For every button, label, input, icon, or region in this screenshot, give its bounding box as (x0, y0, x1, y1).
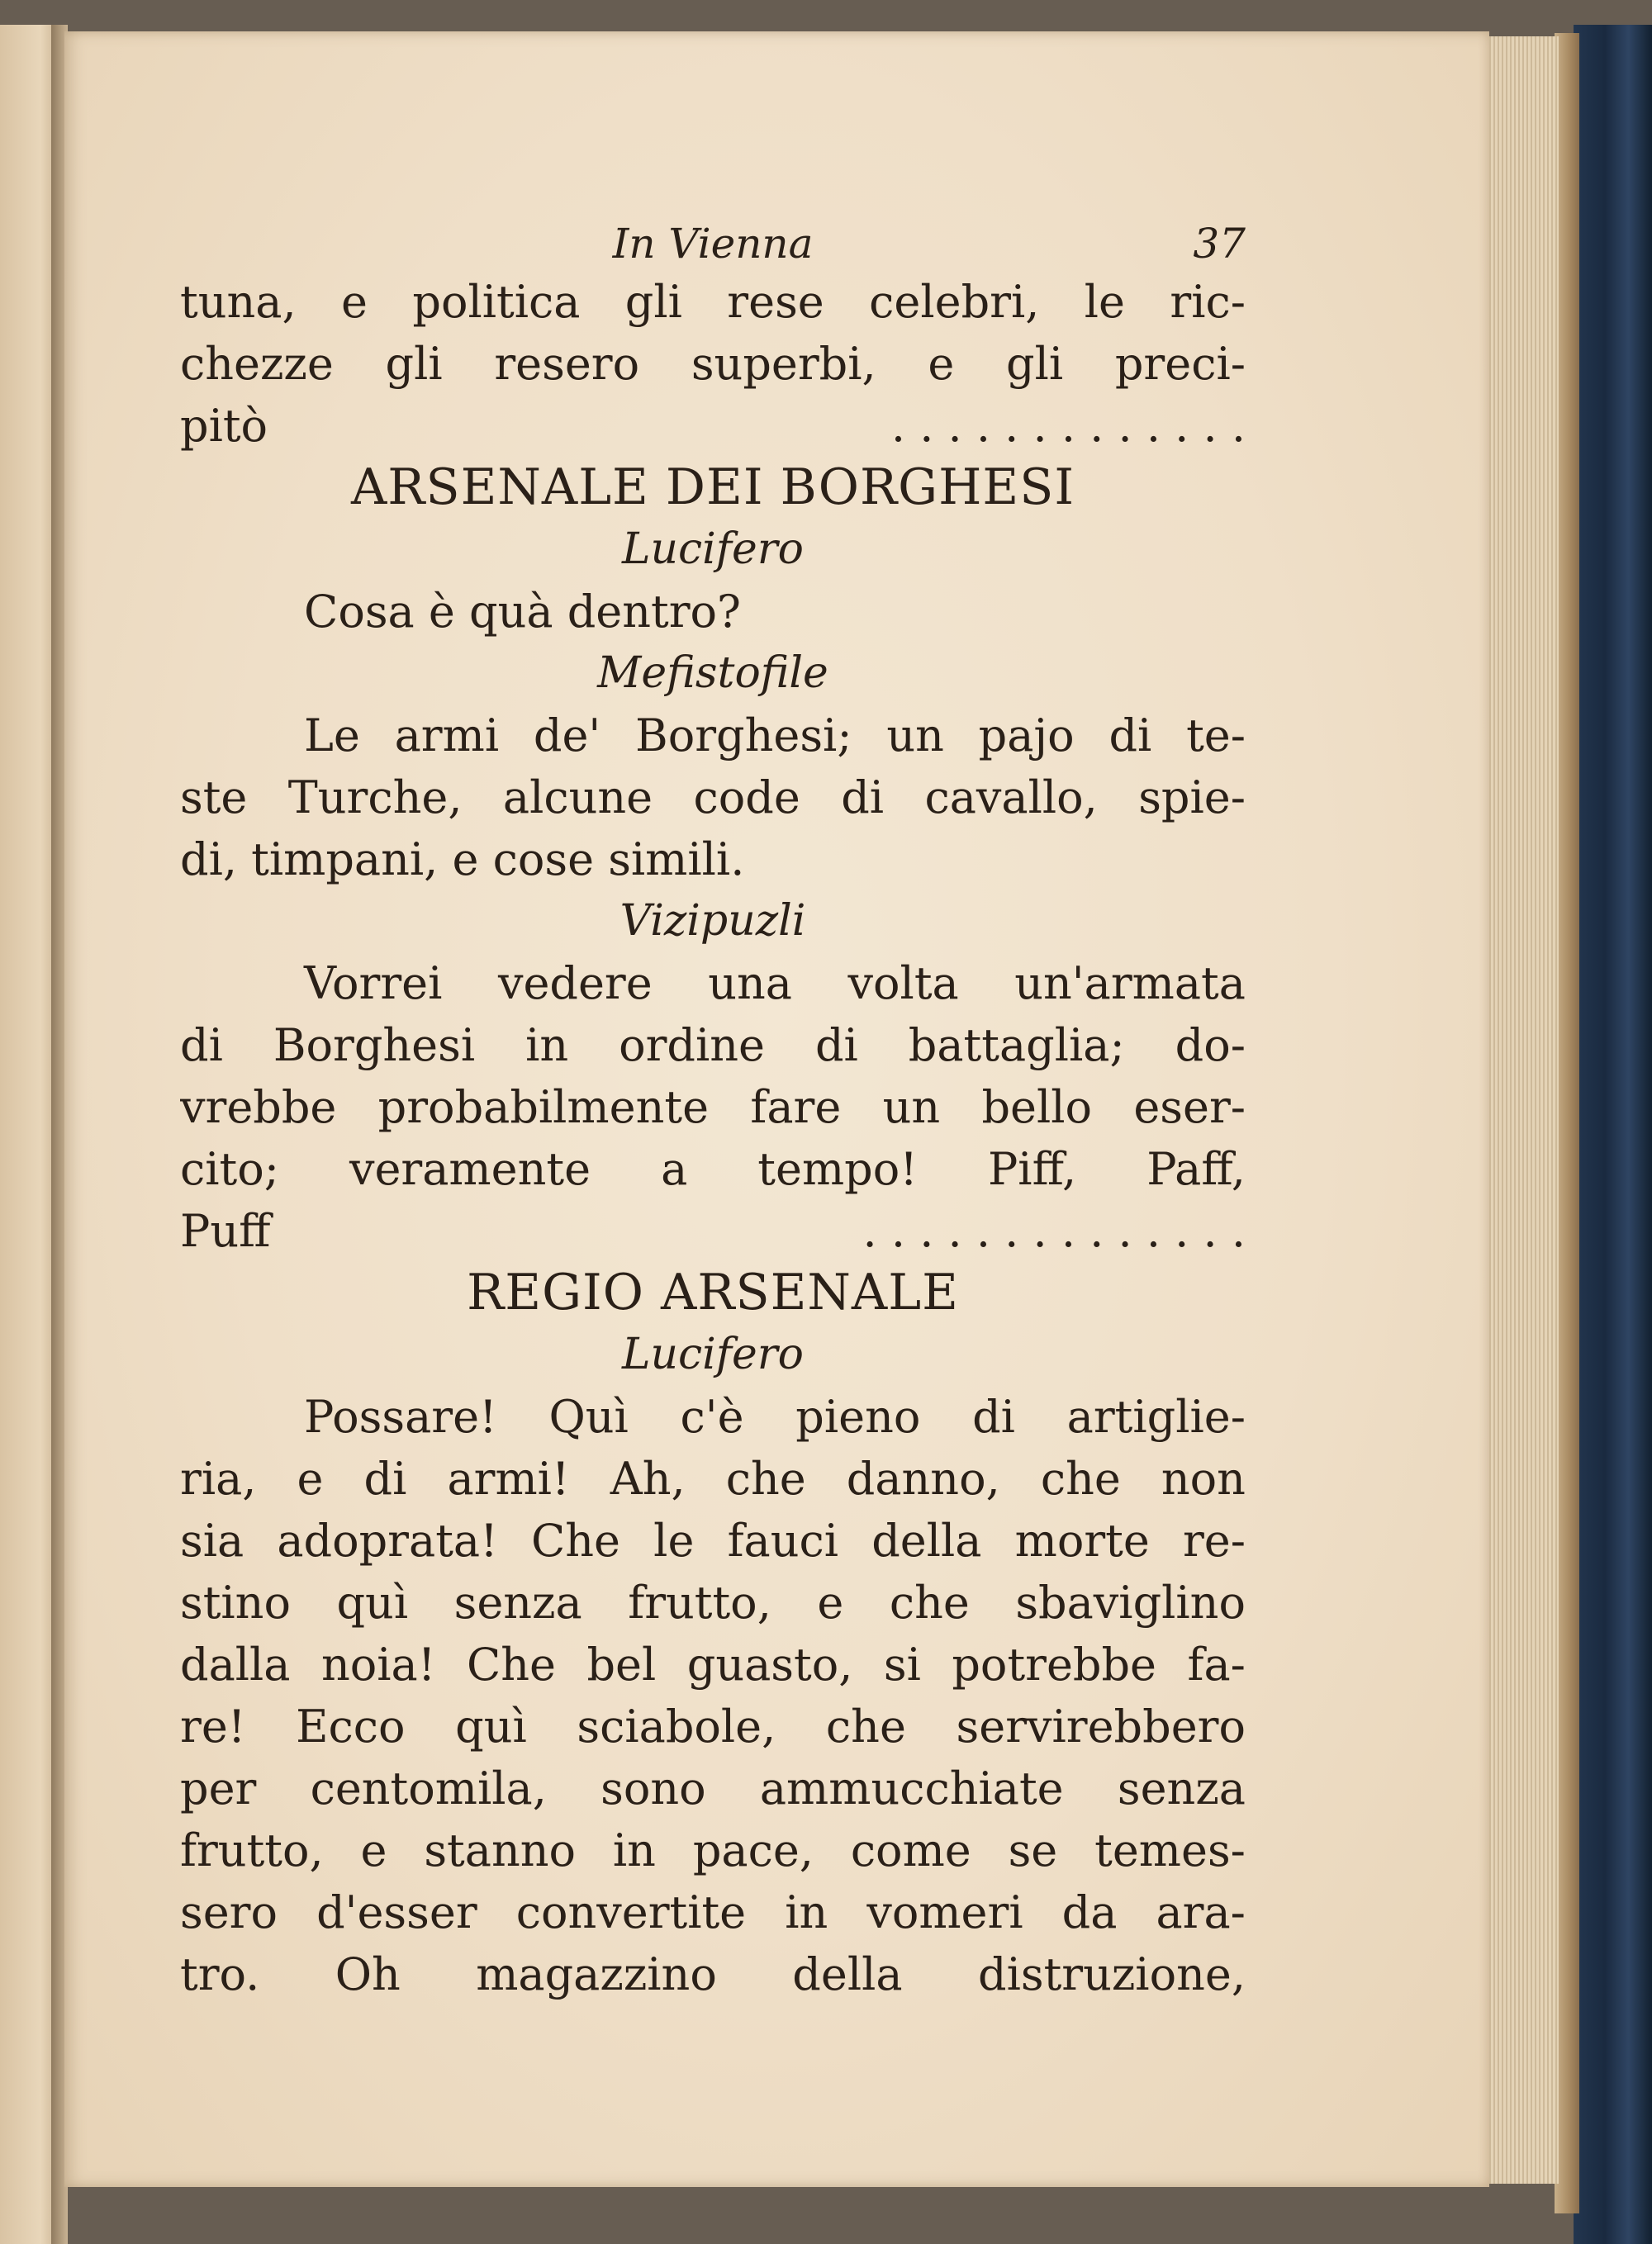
running-title: In Vienna (612, 220, 814, 268)
speech-line: cito; veramente a tempo! Piff, Paff, (180, 1143, 1246, 1195)
speaker-name: Lucifero (622, 524, 804, 574)
speech-line: Vorrei vedere una volta un'armata (304, 957, 1246, 1009)
speaker-name: Lucifero (622, 1330, 804, 1379)
running-header (180, 205, 1246, 271)
speaker-name: Mefistofile (597, 648, 828, 698)
speech-line: vrebbe probabilmente fare un bello eser- (180, 1081, 1246, 1133)
speech-line: Possare! Quì c'è pieno di artiglie- (304, 1391, 1246, 1443)
ellipsis-dots: . . . . . . . . . . . . . . (862, 1205, 1246, 1257)
speech-line: stino quì senza frutto, e che sbaviglino (180, 1577, 1246, 1629)
book-page (64, 31, 1489, 2187)
speech-line: Cosa è quà dentro? (304, 586, 742, 638)
speech-line: di Borghesi in ordine di battaglia; do- (180, 1019, 1246, 1071)
speech-line: sia adoprata! Che le fauci della morte re- (180, 1515, 1246, 1567)
speech-line: Le armi de' Borghesi; un pajo di te- (304, 709, 1246, 761)
speech-line: tro. Oh magazzino della distruzione, (180, 1948, 1246, 2000)
text-line-with-dots (180, 395, 1246, 457)
previous-page-strip (0, 25, 58, 2244)
speech-line: ria, e di armi! Ah, che danno, che non (180, 1453, 1246, 1505)
speech-line: di, timpani, e cose simili. (180, 833, 745, 885)
scene-heading: ARSENALE DEI BORGHESI (350, 458, 1075, 516)
speaker-name: Vizipuzli (620, 896, 806, 946)
speech-line: re! Ecco quì sciabole, che servirebbero (180, 1701, 1246, 1753)
page-text (180, 205, 1246, 2005)
speech-line: frutto, e stanno in pace, come se temes- (180, 1824, 1246, 1876)
speech-line: per centomila, sono ammucchiate senza (180, 1762, 1246, 1815)
page-edges (1483, 36, 1559, 2184)
text-line-with-dots (180, 1200, 1246, 1262)
scene-heading: REGIO ARSENALE (467, 1264, 959, 1321)
speech-line: dalla noia! Che bel guasto, si potrebbe fa- (180, 1639, 1246, 1691)
text-fragment: pitò (180, 400, 268, 452)
page-number: 37 (1193, 220, 1246, 268)
speech-line: ste Turche, alcune code di cavallo, spie- (180, 771, 1246, 823)
book-cover (1574, 25, 1652, 2244)
ellipsis-dots: . . . . . . . . . . . . . (890, 400, 1246, 452)
text-line: tuna, e politica gli rese celebri, le ric- (180, 276, 1246, 328)
speech-line: sero d'esser convertite in vomeri da ara- (180, 1886, 1246, 1938)
text-line: chezze gli resero superbi, e gli preci- (180, 338, 1246, 390)
text-fragment: Puff (180, 1205, 271, 1257)
